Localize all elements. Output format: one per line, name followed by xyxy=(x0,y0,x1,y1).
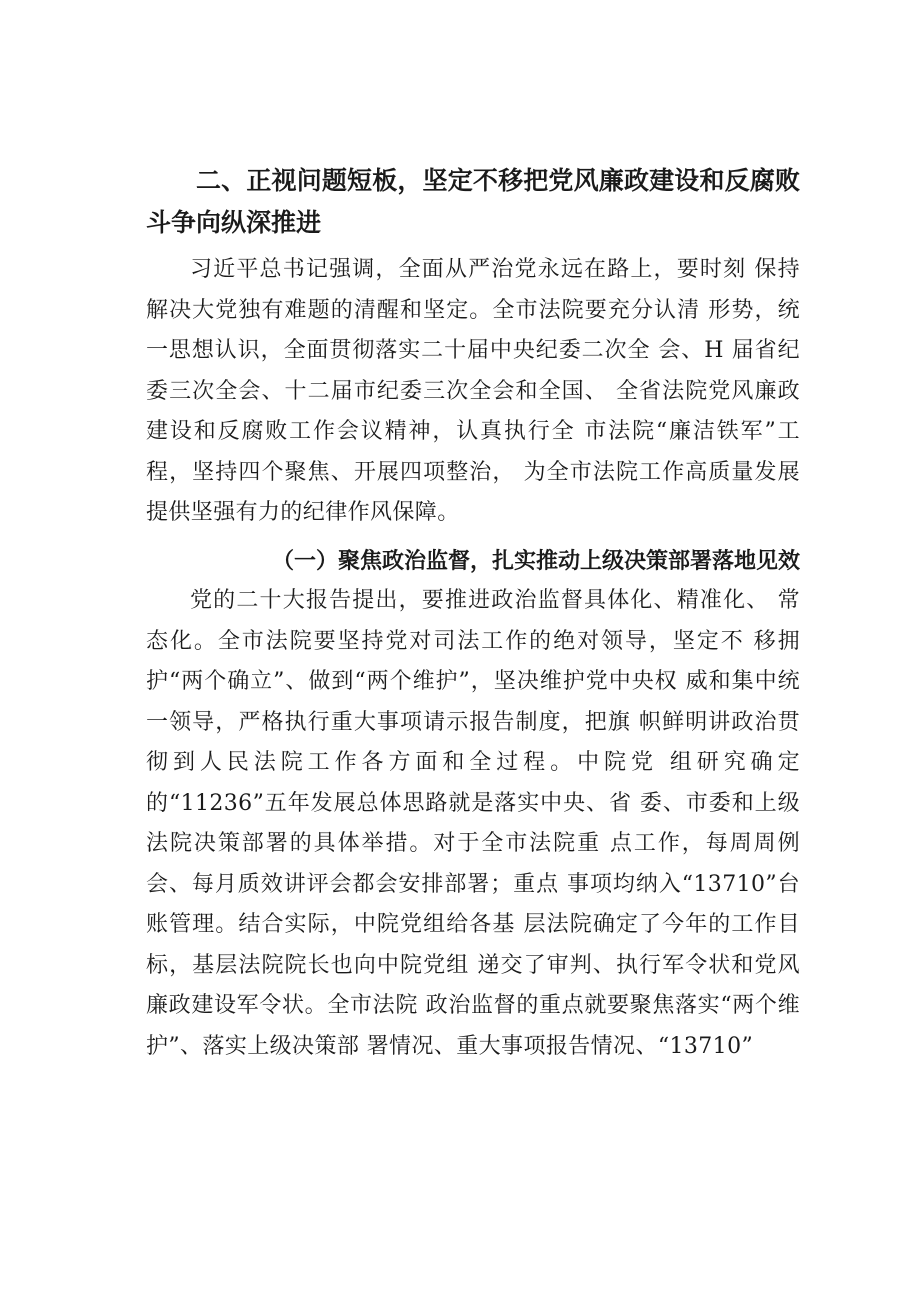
paragraph-political-supervision: 党的二十大报告提出，要推进政治监督具体化、精准化、 常态化。全市法院要坚持党对司法工作的绝对领导，坚定不 移拥护“两个确立”、做到“两个维护”，坚决维护党中央权 威和集中统一领导，严格执行重大事项请示报告制度，把旗 帜鲜明讲政治贯彻到人民法院工作各方面和全过程。中院党 组研究确定的“11236”五年发展总体思路就是落实中央、省 委、市委和上级法院决策部署的具体举措。对于全市法院重 点工作，每周周例会、每月质效讲评会都会安排部署；重点 事项均纳入“13710”台账管理。结合实际，中院党组给各基 层法院确定了今年的工作目标，基层法院院长也向中院党组 递交了审判、执行军令状和党风廉政建设军令状。全市法院 政治监督的重点就要聚焦落实“两个维护”、落实上级决策部 署情况、重大事项报告情况、“13710” xyxy=(146,588,800,1059)
paragraph-intro: 习近平总书记强调，全面从严治党永远在路上，要时刻 保持解决大党独有难题的清醒和坚定。全市法院要充分认清 形势，统一思想认识，全面贯彻落实二十届中央纪委二次全 会、H 届省纪委三次全会、十二届市纪委三次全会和全国、 全省法院党风廉政建设和反腐败工作会议精神，认真执行全 市法院“廉洁铁军”工程，坚持四个聚焦、开展四项整治， 为全市法院工作高质量发展提供坚强有力的纪律作风保障。 xyxy=(146,257,800,525)
section-heading: 二、正视问题短板，坚定不移把党风廉政建设和反腐败斗争向纵深推进 xyxy=(146,166,800,237)
document-page xyxy=(146,160,800,1067)
subsection-heading: （一）聚焦政治监督，扎实推动上级决策部署落地见效 xyxy=(271,547,800,574)
